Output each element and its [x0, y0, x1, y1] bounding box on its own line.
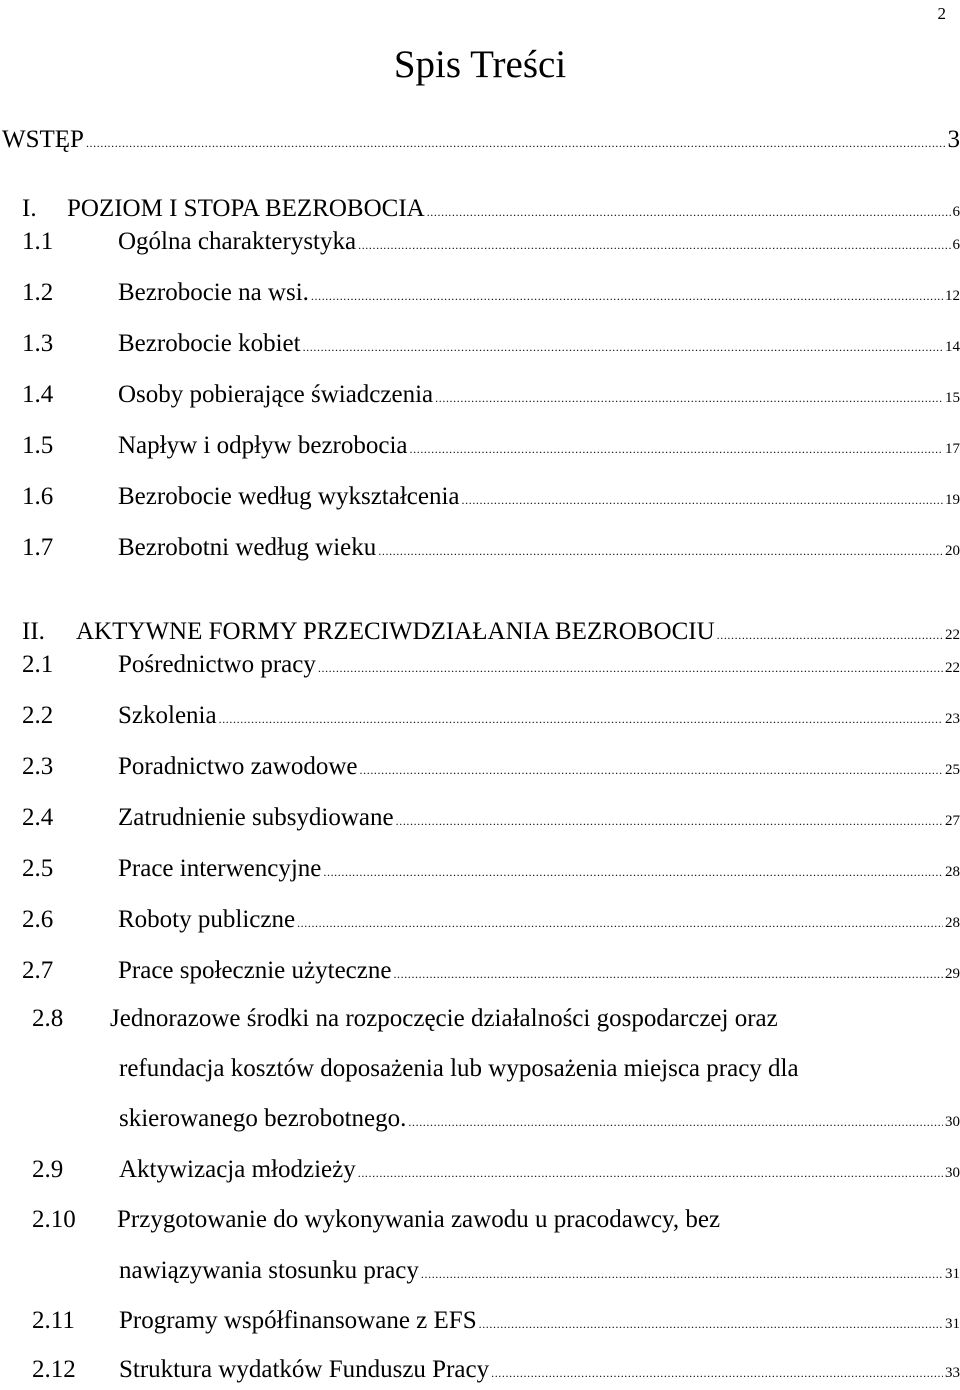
- toc-entry-text: Bezrobocie kobiet: [118, 330, 301, 357]
- toc-entry-text: Zatrudnienie subsydiowane: [118, 804, 394, 831]
- page-number: 2: [937, 4, 946, 23]
- toc-leader-dots: [717, 620, 943, 650]
- toc-leader-dots: [219, 704, 943, 734]
- toc-entry-wstep[interactable]: [2, 125, 960, 155]
- toc-leader-dots: [360, 755, 943, 785]
- toc-leader-dots: [378, 536, 943, 566]
- toc-entry-number: 2.11: [32, 1307, 75, 1334]
- toc-entry-text: WSTĘP: [2, 126, 84, 153]
- toc-entry-number: 2.4: [22, 804, 54, 831]
- toc-entry-text-line-1: Przygotowanie do wykonywania zawodu u pracodawcy, bez: [117, 1206, 721, 1233]
- toc-entry-text: Prace społecznie użyteczne: [118, 957, 392, 984]
- toc-entry-page: 29: [945, 966, 960, 982]
- toc-entry-number: II.: [22, 618, 45, 645]
- toc-entry-text-line-2: refundacja kosztów doposażenia lub wyposażenia miejsca pracy dla: [119, 1055, 799, 1082]
- page-title: Spis Treści: [393, 43, 567, 86]
- toc-entry-number: 2.1: [22, 651, 54, 678]
- toc-entry-text: Bezrobocie według wykształcenia: [118, 483, 460, 510]
- toc-leader-dots: [311, 281, 943, 311]
- toc-entry-text: Ogólna charakterystyka: [118, 228, 357, 255]
- toc-leader-dots: [303, 332, 943, 362]
- toc-entry-page: 28: [945, 915, 960, 931]
- toc-entry-chapter-2[interactable]: [22, 617, 960, 647]
- toc-entry-2-7[interactable]: [22, 956, 960, 986]
- toc-entry-number: 2.6: [22, 906, 54, 933]
- toc-entry-number: 1.1: [22, 228, 54, 255]
- toc-leader-dots: [435, 383, 943, 413]
- toc-entry-text: AKTYWNE FORMY PRZECIWDZIAŁANIA BEZROBOCIU: [76, 618, 715, 645]
- toc-entry-text: Napływ i odpływ bezrobocia: [118, 432, 408, 459]
- toc-entry-number: I.: [22, 195, 37, 222]
- toc-leader-dots: [491, 1358, 943, 1388]
- toc-entry-number: 1.2: [22, 279, 54, 306]
- toc-entry-page: 20: [945, 543, 960, 559]
- toc-leader-dots: [393, 959, 943, 989]
- toc-entry-last-line: [119, 1256, 960, 1286]
- toc-entry-text: Struktura wydatków Funduszu Pracy: [119, 1356, 490, 1383]
- toc-entry-page: 33: [945, 1365, 960, 1381]
- toc-entry-number: 1.6: [22, 483, 54, 510]
- toc-entry-page: 17: [945, 441, 960, 457]
- toc-entry-page: 15: [945, 390, 960, 406]
- toc-entry-page: 23: [945, 711, 960, 727]
- toc-leader-dots: [358, 1158, 943, 1188]
- toc-entry-number: 1.5: [22, 432, 54, 459]
- toc-entry-page: 22: [945, 627, 960, 643]
- toc-entry-chapter-1[interactable]: [22, 194, 960, 224]
- toc-entry-text: Bezrobotni według wieku: [118, 534, 377, 561]
- toc-entry-2-12[interactable]: [32, 1355, 960, 1385]
- toc-entry-page: 14: [945, 339, 960, 355]
- toc-leader-dots: [408, 1107, 943, 1137]
- toc-entry-number: 2.7: [22, 957, 54, 984]
- toc-entry-page: 3: [947, 126, 960, 153]
- toc-entry-text: Osoby pobierające świadczenia: [118, 381, 434, 408]
- toc-leader-dots: [462, 485, 943, 515]
- toc-entry-1-4[interactable]: [22, 380, 960, 410]
- toc-entry-2-9[interactable]: [32, 1155, 960, 1185]
- toc-entry-text-line-1: Jednorazowe środki na rozpoczęcie działalności gospodarczej oraz: [110, 1005, 778, 1032]
- toc-entry-text: Prace interwencyjne: [118, 855, 322, 882]
- toc-entry-text: Aktywizacja młodzieży: [119, 1156, 356, 1183]
- toc-entry-text-line-3: skierowanego bezrobotnego.: [119, 1105, 407, 1132]
- toc-entry-number: 2.10: [32, 1206, 76, 1233]
- toc-entry-text: Pośrednictwo pracy: [118, 651, 316, 678]
- toc-entry-1-7[interactable]: [22, 533, 960, 563]
- toc-entry-2-4[interactable]: [22, 803, 960, 833]
- toc-leader-dots: [358, 230, 950, 260]
- toc-entry-page: 6: [952, 204, 960, 220]
- toc-leader-dots: [297, 908, 943, 938]
- toc-entry-number: 2.8: [32, 1005, 64, 1032]
- toc-entry-text: POZIOM I STOPA BEZROBOCIA: [67, 195, 425, 222]
- toc-entry-text: Szkolenia: [118, 702, 217, 729]
- toc-leader-dots: [421, 1259, 943, 1289]
- toc-entry-text-line-2: nawiązywania stosunku pracy: [119, 1257, 419, 1284]
- toc-entry-2-6[interactable]: [22, 905, 960, 935]
- toc-entry-number: 2.9: [32, 1156, 64, 1183]
- toc-entry-number: 1.3: [22, 330, 54, 357]
- toc-entry-page: 6: [952, 237, 960, 253]
- toc-entry-page: 28: [945, 864, 960, 880]
- toc-entry-number: 2.12: [32, 1356, 76, 1383]
- toc-entry-2-1[interactable]: [22, 650, 960, 680]
- toc-entry-page: 25: [945, 762, 960, 778]
- toc-entry-2-2[interactable]: [22, 701, 960, 731]
- toc-entry-number: 2.3: [22, 753, 54, 780]
- toc-leader-dots: [323, 857, 943, 887]
- toc-entry-1-1[interactable]: [22, 227, 960, 257]
- toc-entry-page: 19: [945, 492, 960, 508]
- toc-entry-2-5[interactable]: [22, 854, 960, 884]
- toc-leader-dots: [86, 128, 946, 158]
- toc-entry-text: Roboty publiczne: [118, 906, 296, 933]
- toc-entry-2-3[interactable]: [22, 752, 960, 782]
- toc-entry-text: Programy współfinansowane z EFS: [119, 1307, 477, 1334]
- toc-entry-text: Bezrobocie na wsi.: [118, 279, 309, 306]
- toc-entry-2-11[interactable]: [32, 1306, 960, 1336]
- toc-entry-last-line: [119, 1104, 960, 1134]
- toc-leader-dots: [427, 197, 951, 227]
- toc-leader-dots: [479, 1309, 943, 1339]
- toc-entry-page: 31: [945, 1316, 960, 1332]
- toc-entry-text: Poradnictwo zawodowe: [118, 753, 358, 780]
- toc-entry-page: 27: [945, 813, 960, 829]
- toc-entry-page: 22: [945, 660, 960, 676]
- toc-entry-page: 12: [945, 288, 960, 304]
- toc-entry-page: 30: [945, 1114, 960, 1130]
- toc-entry-1-6[interactable]: [22, 482, 960, 512]
- toc-entry-number: 2.2: [22, 702, 54, 729]
- toc-entry-number: 2.5: [22, 855, 54, 882]
- toc-entry-number: 1.4: [22, 381, 54, 408]
- toc-entry-page: 30: [945, 1165, 960, 1181]
- toc-entry-number: 1.7: [22, 534, 54, 561]
- toc-entry-page: 31: [945, 1266, 960, 1282]
- toc-leader-dots: [396, 806, 943, 836]
- toc-leader-dots: [318, 653, 943, 683]
- toc-leader-dots: [410, 434, 943, 464]
- toc-entry-1-2[interactable]: [22, 278, 960, 308]
- toc-entry-1-3[interactable]: [22, 329, 960, 359]
- toc-entry-1-5[interactable]: [22, 431, 960, 461]
